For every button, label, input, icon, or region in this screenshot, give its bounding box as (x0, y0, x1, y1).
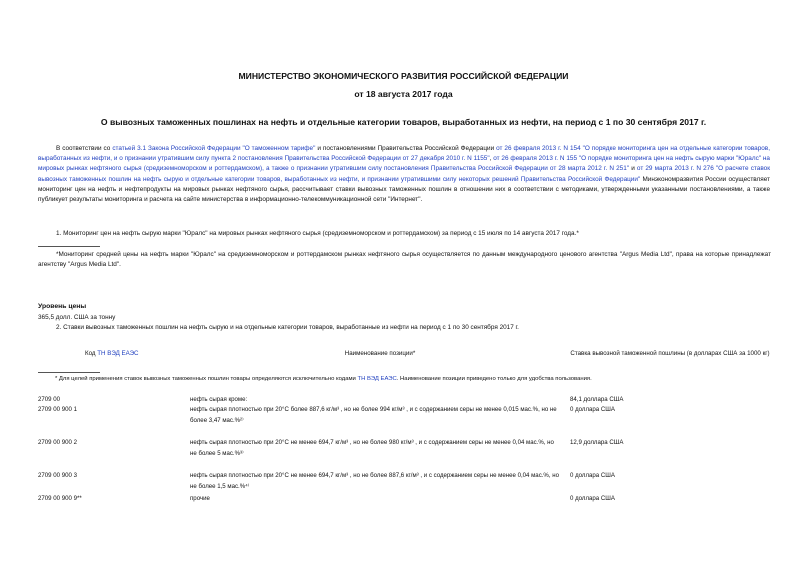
ministry-heading: МИНИСТЕРСТВО ЭКОНОМИЧЕСКОГО РАЗВИТИЯ РОССИЙСКОЙ ФЕДЕРАЦИИ (238, 71, 569, 81)
price-label: Уровень цены (38, 303, 87, 310)
row-rate: 84,1 доллара США (570, 396, 624, 403)
monitoring-item: 1. Мониторинг цен на нефть сырую марки "Юралс" на мировых рынках нефтяного сырья (средиземноморском и роттердамском) за период с 15 июля по 14 августа 2017 года.* (56, 230, 579, 237)
column-header-code-text: Код (85, 350, 98, 357)
row-rate: 0 доллара США (570, 472, 615, 479)
row-code: 2709 00 900 9** (38, 495, 82, 502)
row-name: нефть сырая кроме: (190, 396, 248, 403)
intro-paragraph (38, 144, 770, 205)
tnved-link[interactable]: ТН ВЭД ЕАЭС (357, 376, 397, 382)
column-header-rate: Ставка вывозной таможенной пошлины (в долларах США за 1000 кг) (570, 350, 770, 357)
table-note-text: * Для целей применения ставок вывозных таможенных пошлин товары определяются исключительно кодами (55, 376, 358, 382)
intro-text: Минэкономразвития России осуществляет мониторинг цен на нефть и нефтепродукты на мировых рынках нефтяного сырья, рассчитывает ставки вывозных таможенных пошлин в отношении них в соответствии с методиками, утвержденными указанными постановлениями, а также публикует результаты мониторинга и расчета на сайте министерства в информационно-телекоммуникационной сети "Интернет". (38, 175, 770, 204)
footnote-divider (38, 246, 100, 247)
row-name: нефть сырая плотностью при 20°С более 887,6 кг/м³ , но не более 994 кг/м³ , и с содержанием серы не менее 0,015 мас.%, но не более 3,47 мас.%²⁾ (190, 406, 557, 424)
column-header-code (85, 349, 139, 359)
row-rate: 12,9 доллара США (570, 439, 624, 446)
document-title: О вывозных таможенных пошлинах на нефть и отдельные категории товаров, выработанных из нефти, на период с 1 по 30 сентября 2017 г. (100, 117, 707, 127)
table-note-divider (38, 372, 100, 373)
row-rate: 0 доллара США (570, 406, 615, 413)
intro-text: и постановлениями Правительства Российской Федерации (315, 145, 497, 152)
tnved-link[interactable]: ТН ВЭД ЕАЭС (97, 350, 139, 357)
row-code: 2709 00 900 1 (38, 406, 77, 413)
document-date: от 18 августа 2017 года (354, 89, 453, 99)
intro-text: и (629, 165, 637, 173)
row-name: нефть сырая плотностью при 20°С не менее 694,7 кг/м³ , но не более 887,6 кг/м³ , и с содержанием серы не менее 0,04 мас.%, но не более 1,5 мас.%⁴⁾ (190, 472, 559, 490)
decree-155-link[interactable]: от 26 февраля 2013 г. N 155 "О порядке мониторинга цен на нефть сырую марки "Юралс" на мировых рынках нефтяного сырья (средиземноморском и роттердамском), а также о признании утратившим силу постановления Правительства Российской Федерации от 28 марта 2012 г. N 251" (38, 155, 770, 173)
row-name: нефть сырая плотностью при 20°С не менее 694,7 кг/м³ , но не более 980 кг/м³ , и с содержанием серы не менее 0,04 мас.%, но не более 5 мас.%³⁾ (190, 439, 554, 457)
decree-276-link[interactable]: от 29 марта 2013 г. N 276 "О расчете ставок вывозных таможенных пошлин на нефть сырую и отдельные категории товаров, выработанных из нефти, и признании утратившими силу некоторых решений Правительства Российской Федерации" (38, 165, 770, 183)
row-code: 2709 00 900 3 (38, 472, 77, 479)
rates-item: 2. Ставки вывозных таможенных пошлин на нефть сырую и на отдельные категории товаров, выработанные из нефти на период с 1 по 30 сентября 2017 г. (56, 324, 519, 331)
column-header-name: Наименование позиции* (344, 350, 416, 357)
decree-154-link[interactable]: от 26 февраля 2013 г. N 154 "О порядке мониторинга цен на отдельные категории товаров, выработанных из нефти, и о признании утратившим силу пункта 2 постановления Правительства Российской Федерации от 27 декабря 2010 г. N 1155" (38, 145, 770, 163)
intro-text: , (489, 155, 494, 163)
table-note-text: . Наименование позиции приведено только для удобства пользования. (396, 376, 592, 382)
row-code: 2709 00 (38, 396, 61, 403)
table-note (55, 374, 770, 385)
price-value: 365,5 долл. США за тонну (38, 314, 116, 321)
intro-text: В соответствии со (56, 145, 113, 152)
row-name: прочие (190, 495, 210, 502)
footnote-argus: *Мониторинг средней цены на нефть марки "Юралс" на средиземноморском и роттердамском рынках нефтяного сырья осуществляется по данным международного ценового агентства "Argus Media Ltd", права на которые принадлежат агентству "Argus Media Ltd". (38, 251, 771, 269)
law-link[interactable]: статьей 3.1 Закона Российской Федерации "О таможенном тарифе" (112, 145, 316, 152)
row-rate: 0 доллара США (570, 495, 615, 502)
row-code: 2709 00 900 2 (38, 439, 77, 446)
